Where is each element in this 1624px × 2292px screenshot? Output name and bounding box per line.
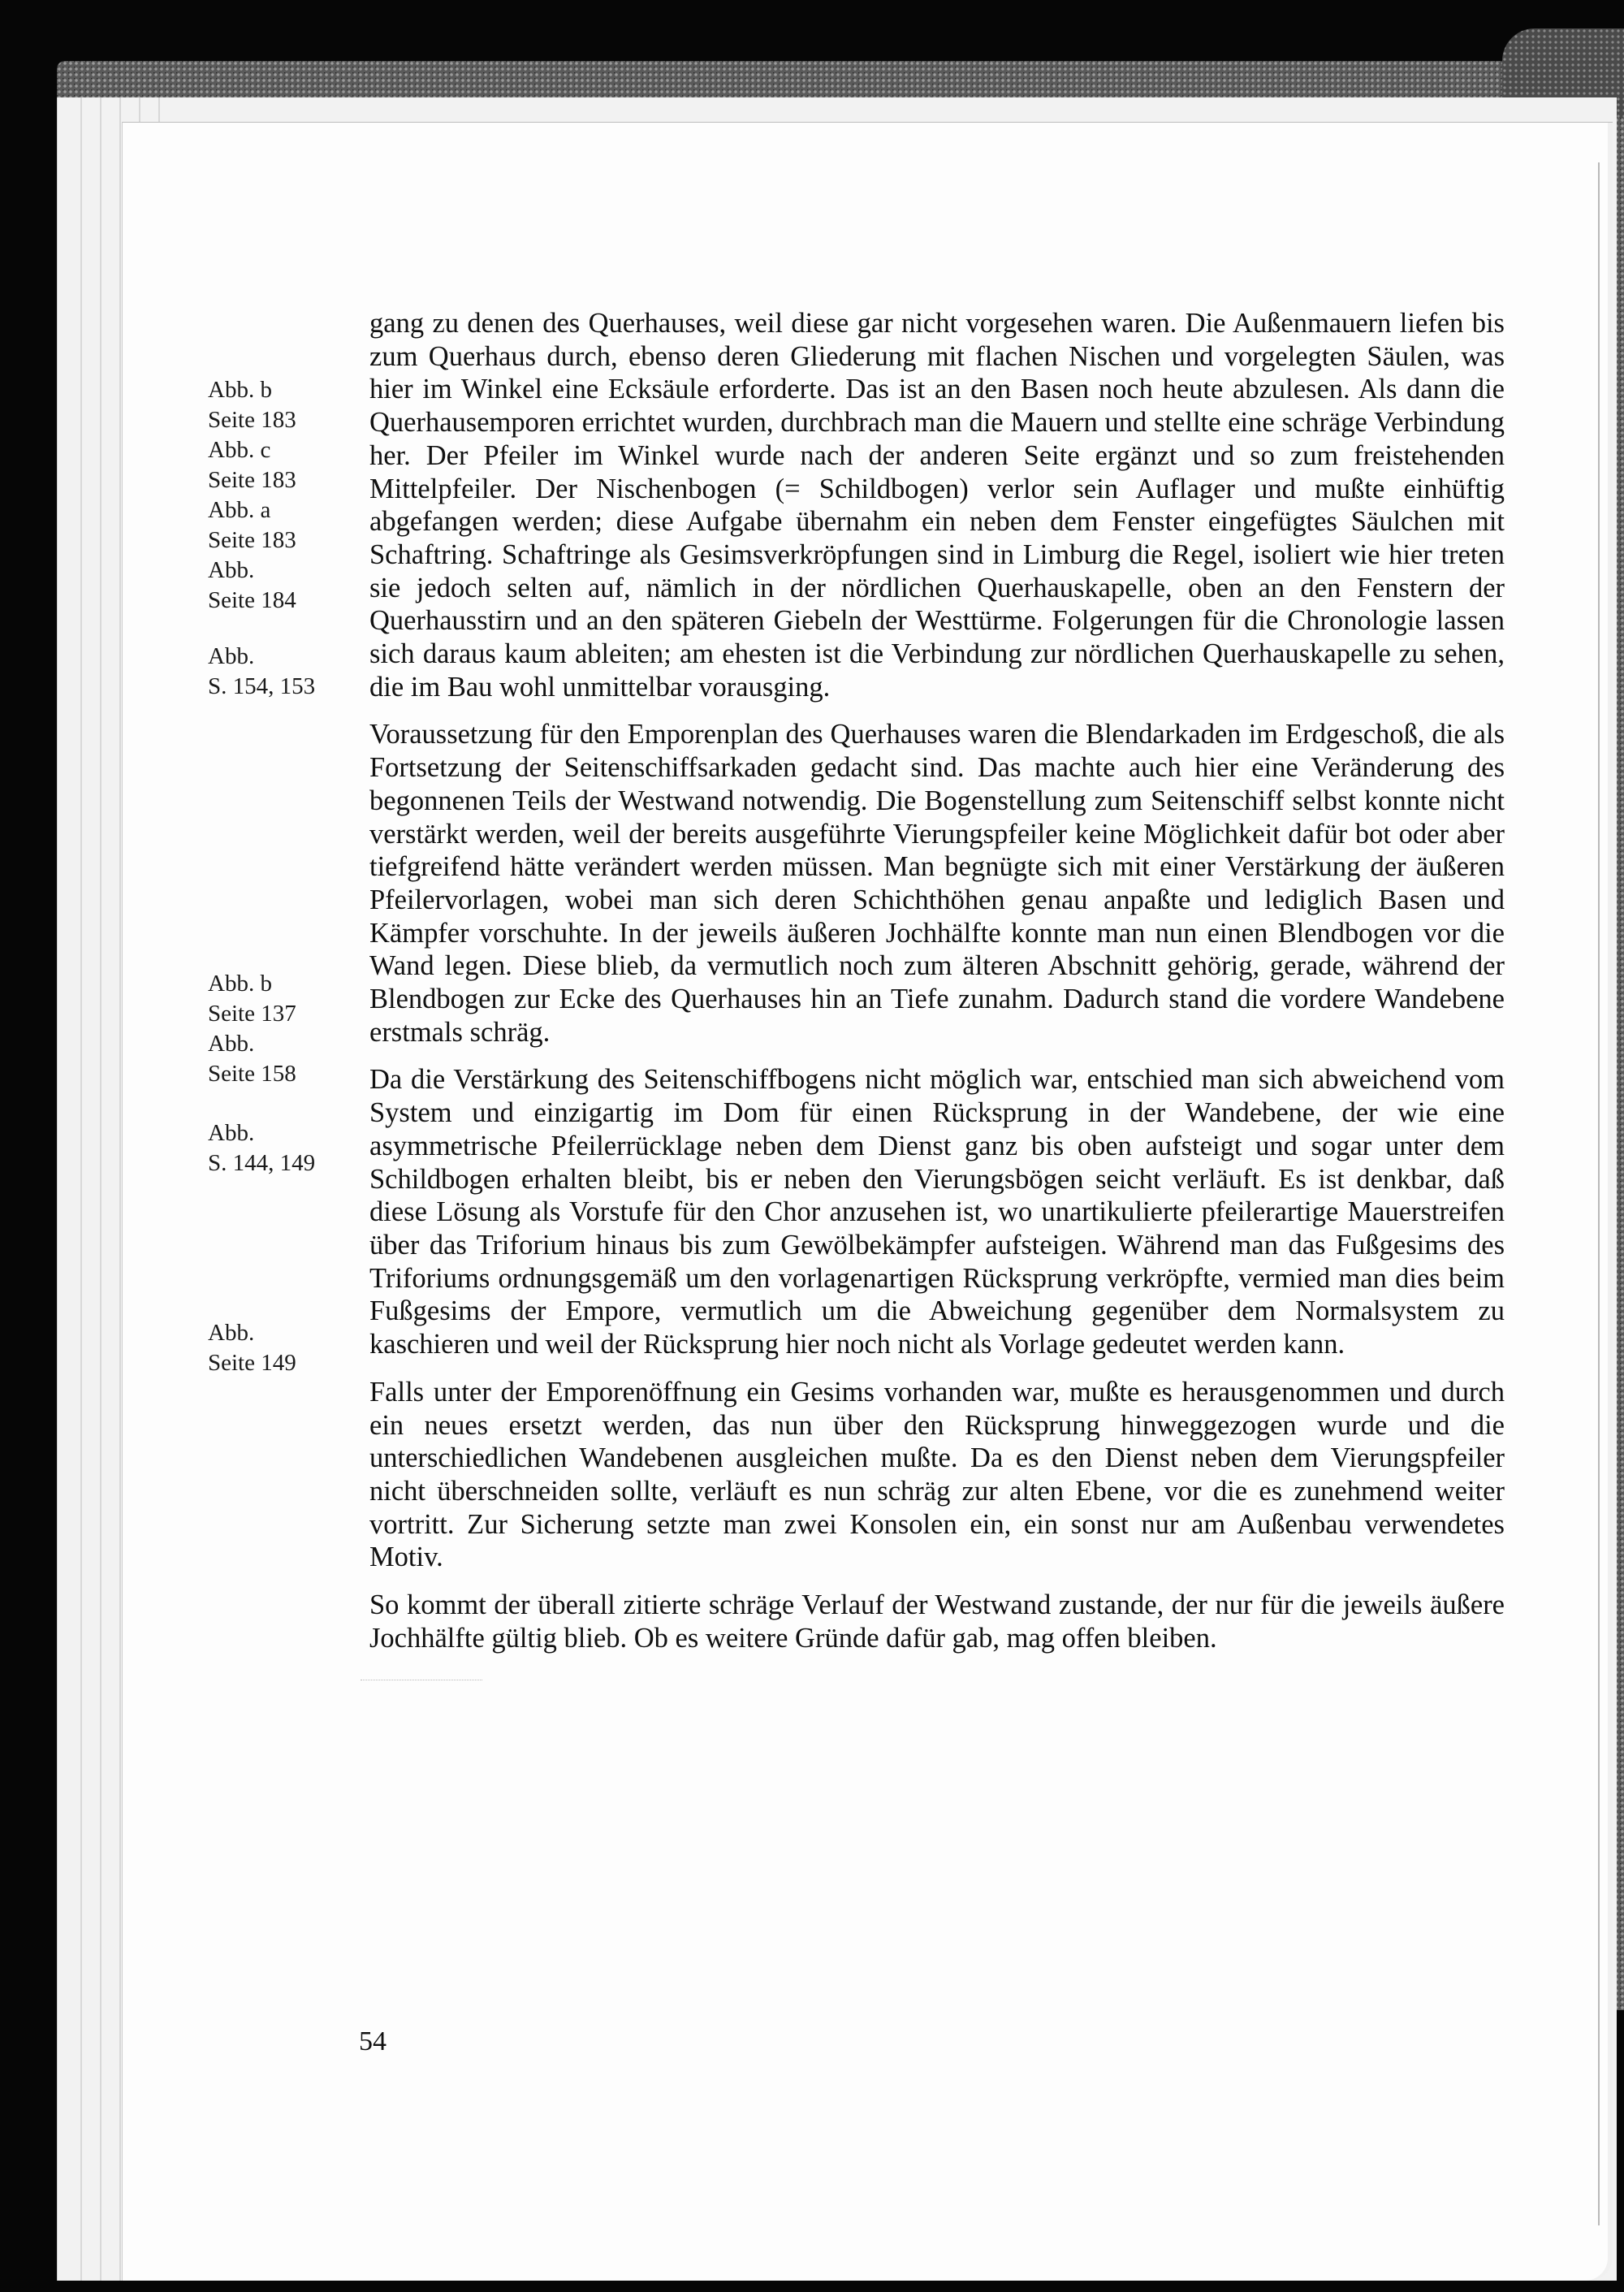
body-text	[369, 307, 1505, 1669]
margin-note: Seite 183	[208, 467, 296, 493]
margin-note: Abb. b	[208, 971, 272, 997]
page-edge	[119, 97, 121, 2281]
margin-note: Abb.	[208, 1031, 255, 1057]
margin-note: Abb.	[208, 557, 255, 583]
margin-note: Seite 137	[208, 1001, 296, 1027]
margin-note: S. 144, 149	[208, 1150, 316, 1176]
page-edge	[80, 97, 82, 2281]
margin-note: S. 154, 153	[208, 673, 316, 699]
margin-note: Seite 149	[208, 1350, 296, 1376]
margin-note: Seite 183	[208, 407, 296, 433]
paragraph: gang zu denen des Querhauses, weil diese gar nicht vorgesehen waren. Die Außenmauern liefen bis zum Querhaus durch, ebenso deren Gliederung mit flachen Nischen und vorgelegten Säulen, was hier im Winkel eine Ecksäule erforderte. Das ist an den Basen noch heute abzulesen. Als dann die Querhausemporen errichtet wurden, durchbrach man die Mauern und stellte eine schräge Verbindung her. Der Pfeiler im Winkel wurde nach der anderen Seite ergänzt und so zum freistehenden Mittelpfeiler. Der Nischenbogen (= Schildbogen) verlor sein Auflager und mußte einhüftig abgefangen werden; diese Aufgabe übernahm ein neben dem Fenster eingefügtes Säulchen mit Schaftring. Schaftringe als Gesimsverkröpfungen sind in Limburg die Regel, isoliert wie hier treten sie jedoch selten auf, nämlich in der nördlichen Querhauskapelle, oben an den Fenstern der Querhausstirn und an den späteren Giebeln der Westtürme. Folgerungen für die Chronologie lassen sich daraus kaum ableiten; am ehesten ist die Verbindung zur nördlichen Querhauskapelle zu sehen, die im Bau wohl unmittelbar vorausging.	[369, 308, 1505, 703]
paragraph: So kommt der überall zitierte schräge Verlauf der Westwand zustande, der nur für die jeweils äußere Jochhälfte gültig blieb. Ob es weitere Gründe dafür gab, mag offen bleiben.	[369, 1589, 1505, 1654]
margin-note: Abb. a	[208, 497, 271, 523]
margin-note: Abb.	[208, 643, 255, 669]
page-right-edge	[1598, 162, 1600, 2225]
margin-note: Seite 183	[208, 527, 296, 553]
strikethrough-smudge	[361, 1680, 482, 1684]
paragraph: Da die Verstärkung des Seitenschiffbogens nicht möglich war, entschied man sich abweichend vom System und einzigartig im Dom für einen Rücksprung in der Wandebene, der wie eine asymmetrische Pfeilerrücklage neben dem Dienst ganz bis oben aufsteigt und sogar unter dem Schildbogen erhalten bleibt, bis er neben den Vierungsbögen seicht verläuft. Es ist denkbar, daß diese Lösung als Vorstufe für den Chor anzusehen ist, wo unartikulierte pfeilerartige Mauerstreifen über das Triforium hinaus bis zum Gewölbekämpfer aufsteigen. Während man das Fußgesims des Triforiums ordnungsgemäß um den vorlagenartigen Rücksprung verkröpfte, vermied man dies beim Fußgesims der Empore, vermutlich um die Abweichung gegenüber dem Normalsystem zu kaschieren und weil der Rücksprung hier noch nicht als Vorlage gedeutet werden kann.	[369, 1064, 1505, 1360]
page-number: 54	[359, 2026, 387, 2056]
margin-note: Abb. c	[208, 437, 271, 463]
margin-note: Abb.	[208, 1320, 255, 1346]
margin-note: Seite 158	[208, 1061, 296, 1087]
paragraph: Voraussetzung für den Emporenplan des Querhauses waren die Blendarkaden im Erdgeschoß, die als Fortsetzung der Seitenschiffsarkaden gedacht sind. Das machte auch hier eine Veränderung des begonnenen Teils der Westwand notwendig. Die Bogenstellung zum Seitenschiff selbst konnte nicht verstärkt werden, weil der bereits ausgeführte Vierungspfeiler keine Möglichkeit dafür bot oder aber tiefgreifend hätte verändert werden müssen. Man begnügte sich mit einer Verstärkung der äußeren Pfeilervorlagen, wobei man sich deren Schichthöhen genau anpaßte und lediglich Basen und Kämpfer vorschuhte. In der jeweils äußeren Jochhälfte konnte man nun einen Blendbogen vor die Wand legen. Diese blieb, da vermutlich noch zum älteren Abschnitt gehörig, gerade, während der Blendbogen zur Ecke des Querhauses hin an Tiefe zunahm. Dadurch stand die vordere Wandebene erstmals schräg.	[369, 719, 1505, 1048]
margin-note: Seite 184	[208, 587, 296, 613]
margin-note: Abb.	[208, 1120, 255, 1146]
page-edge	[100, 97, 102, 2281]
margin-note: Abb. b	[208, 377, 272, 403]
paragraph: Falls unter der Emporenöffnung ein Gesims vorhanden war, mußte es herausgenommen und durch ein neues ersetzt werden, das nun über den Rücksprung hinweggezogen wurde und die unterschiedlichen Wandebenen ausgleichen mußte. Da es den Dienst neben dem Vierungspfeiler nicht überschneiden sollte, verläuft es nun schräg zur alten Ebene, vor die es zunehmend weiter vortritt. Zur Sicherung setzte man zwei Konsolen ein, ein sonst nur am Außenbau verwendetes Motiv.	[369, 1376, 1505, 1573]
